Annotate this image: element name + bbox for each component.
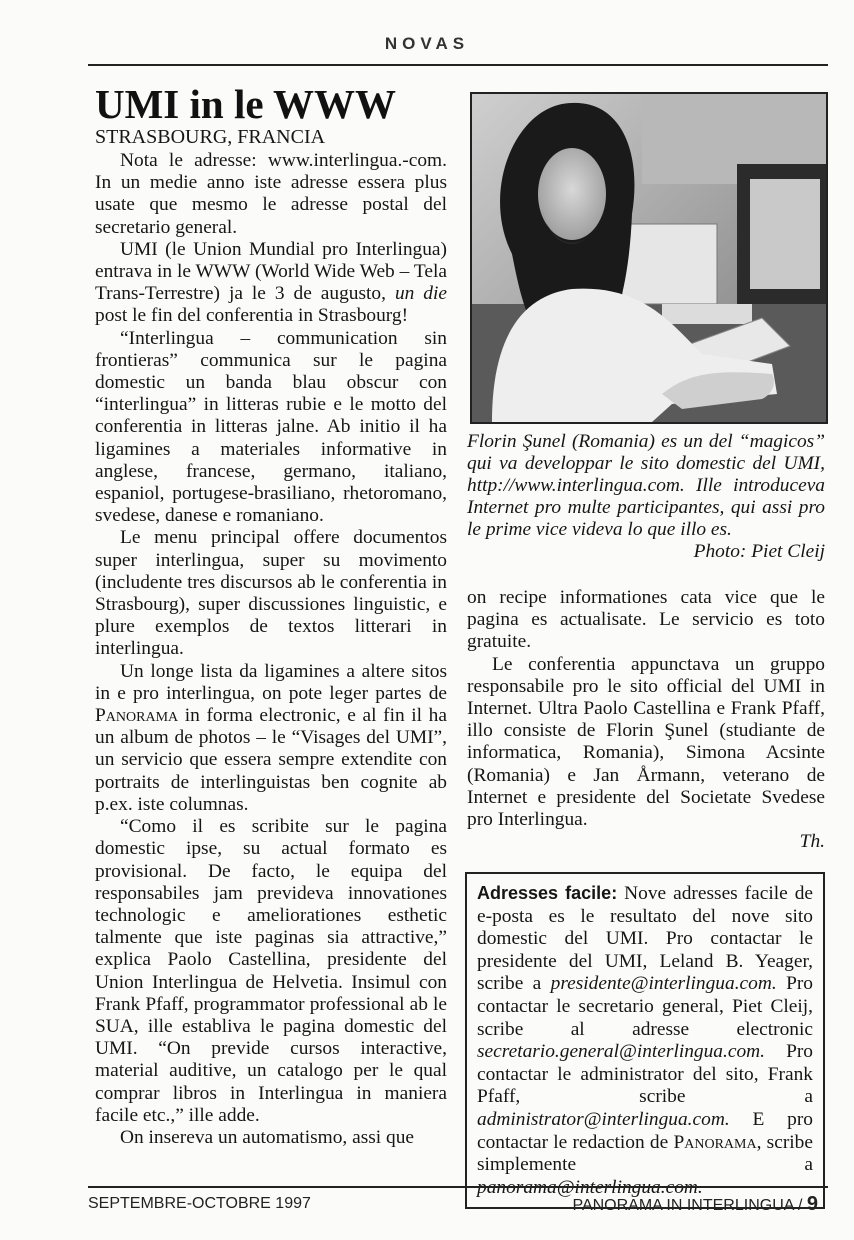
box-heading: Adresses facile: [477,883,618,903]
paragraph: Le menu principal offere documentos super interlingua, super su movimento (includente tres discursos ab le conferentia in Strasbourg), super discussiones linguistic, e plure exemplos de textos litterari in interlingua. [95,527,447,660]
photo-caption: Florin Şunel (Romania) es un del “magicos” qui va developpar le sito domestic del UMI, http://www.interlingua.com. Ille introduceva Internet pro multe participantes, qui assi pro le prime vice videva lo que illo es. Photo: Piet Cleij [467,431,825,562]
paragraph: Nota le adresse: www.interlingua.-com. In un medie anno iste adresse essera plus usate que mesmo le adresse postal del secretario general. [95,150,447,238]
paragraph: Un longe lista da ligamines a altere sitos in e pro interlingua, on pote leger partes de Panorama in forma electronic, e al fin il ha un album de photos – le “Visages del UMI”, un servicio que essera sempre extendite con portraits de interlinguistas ben cognite ab p.ex. iste columnas. [95,660,447,815]
top-rule [88,64,828,66]
paragraph: on recipe informationes cata vice que le pagina es actualisate. Le servicio es toto gratuite. [467,587,825,653]
paragraph: “Como il es scribite sur le pagina domestic ipse, su actual formato es provisional. De facto, le equipa del responsabiles jam prevideva innovationes technologic e ameliorationes esthetic talmente que iste paginas sia attractive,” explica Paolo Castellina, presidente del Union Interlingua de Helvetia. Insimul con Frank Pfaff, programmator professional ab le SUA, ille establiva le pagina domestic del UMI. “On previde cursos interactive, material auditive, un catalogo per le qual comprar libros in Interlingua in maniera facile etc.,” ille adde. [95,816,447,1126]
article-continuation [467,587,825,853]
paragraph: Le conferentia appunctava un gruppo responsabile pro le sito official del UMI in Internet. Ultra Paolo Castellina e Frank Pfaff, illo consiste de Florin Şunel (studiante de informatica, Romania), Simona Acsinte (Romania) e Jan Årmann, veterano de Internet e presidente del Societate Svedese pro Interlingua. [467,653,825,831]
email-president: presidente@interlingua.com. [550,973,777,995]
photo-credit: Photo: Piet Cleij [693,541,825,562]
publication-footer: PANORAMA IN INTERLINGUA / 9 [572,1193,818,1215]
email-secretary: secretario.general@interlingua.com. [477,1041,765,1063]
section-header: NOVAS [384,34,470,53]
dateline: STRASBOURG, FRANCIA [95,126,326,148]
email-panorama: panorama@interlingua.com. [477,1176,703,1198]
paragraph: UMI (le Union Mundial pro Interlingua) entrava in le WWW (World Wide Web – Tela Trans-Terrestre) ja le 3 de augusto, un die post le fin del conferentia in Strasbourg! [95,238,447,327]
paragraph: On insereva un automatismo, assi que [120,1126,415,1148]
page-number: 9 [806,1193,818,1215]
email-addresses-box: Adresses facile: Nove adresses facile de e-posta es le resultato del nove sito domestic del UMI. Pro contactar le presidente del UMI, Leland B. Yeager, scribe a presidente@interlingua.com. Pro contactar le secretario general, Piet Cleij, scribe al adresse electronic secretario.general@interlingua.com. Pro contactar le administrator del sito, Frank Pfaff, scribe a administrator@interlingua.com. E pro contactar le redaction de Panorama, scribe simplemente a panorama@interlingua.com. [465,872,825,1209]
portrait-photo-image [472,94,826,422]
bottom-rule [88,1186,828,1188]
email-administrator: administrator@interlingua.com. [477,1108,730,1130]
author-signature: Th. [799,831,825,853]
article-body [95,150,447,1149]
issue-date: SEPTEMBRE-OCTOBRE 1997 [88,1195,311,1212]
article-title: UMI in le WWW [95,81,397,127]
paragraph: “Interlingua – communication sin frontieras” communica sur le pagina domestic un banda blau obscur con “interlingua” in litteras rubie e le motto del conferentia in litteras jalne. Ab initio il ha ligamines a materiales informative in anglese, francese, germano, italiano, espaniol, portugese-brasiliano, rhetoromano, svedese, danese e romaniano. [95,327,447,527]
portrait-photo [470,92,828,424]
article-left-column [95,80,447,1149]
